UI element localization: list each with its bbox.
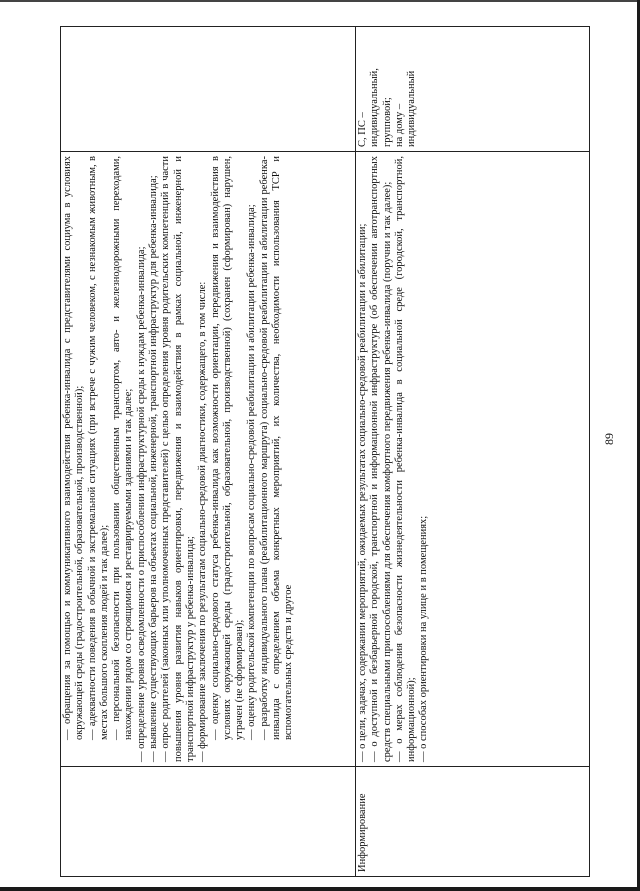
form-line: индивидуальный, [369, 68, 381, 147]
cell-form-empty [61, 27, 356, 152]
list-item: — формирование заключения по результатам социально-средовой диагностики, содержащего, в том числе: [197, 281, 209, 762]
scan-edge-top [0, 0, 640, 2]
cell-diagnostics-content [61, 152, 356, 767]
list-item: — оценку родительской компетенции по вопросам социально-средовой реабилитации и абилитации ребенка-инвалида; [246, 204, 258, 740]
list-item: — выявление существующих барьеров на объектах социальной, инженерной, транспортной инфраструктур для ребенка-инвалида; [148, 175, 160, 762]
form-line: индивидуальный [406, 70, 418, 147]
list-item: — обращения за помощью и коммуникативного взаимодействия ребенка-инвалида с представителями социума в условиях окружающей среды (градостроительной, образовательной, производственной); [62, 156, 86, 740]
form-line: групповой; [381, 97, 393, 147]
cell-service-name: Информирование [356, 767, 590, 877]
page-number: 89 [602, 433, 616, 445]
table-row-diagnostics [61, 27, 356, 877]
list-item: — адекватности поведения в обычной и экстремальной ситуациях (при встрече с чужим человеком, с незнакомым животным, в местах большого скопления людей и так далее); [86, 156, 110, 740]
table-row-informing [356, 27, 590, 877]
scan-edge-bottom [0, 887, 640, 891]
list-item: — о цели, задачах, содержании мероприятий, ожидаемых результатах социально-средовой реабилитации и абилитации; [357, 223, 368, 762]
list-item: — определение уровня осведомленности о приспособлении инфраструктурной среды к нуждам ребенка-инвалида; [135, 246, 147, 762]
rotated-content [60, 19, 620, 877]
list-item: — о мерах соблюдения безопасности жизнедеятельности ребенка-инвалида в социальной среде (городской, транспортной, информационной); [393, 156, 418, 762]
form-line: С, ПС – [357, 112, 368, 147]
cell-form-of-service [356, 27, 590, 152]
list-item: — о способах ориентировки на улице и в помещениях; [418, 515, 430, 762]
list-item: — опрос родителей (законных или уполномоченных представителей) с целью определения уровня родительских компетенций в части повышения уровня развития навыков ориентировки, передвижения и взаимодействия в рамках социальной, инженерной и транспортной инфраструктур у ребенка-инвалида; [160, 156, 196, 762]
list-item: — разработку индивидуального плана (реабилитационного маршрута) социально-средовой реабилитации и абилитации ребенка-инвалида с определением объема конкретных мероприятий, их количества, необходимости использования ТСР и вспомогательных средств и другое [258, 156, 295, 740]
form-line: на дому – [393, 103, 405, 147]
cell-service-name-empty [61, 767, 356, 877]
list-item: — персональной безопасности при пользовании общественным транспортом, авто- и железнодорожными переходами, нахождении рядом со строящимися и реставрируемыми зданиями и так далее; [111, 156, 135, 740]
rehabilitation-table [60, 26, 590, 877]
list-item: — о доступной и безбарьерной городской, транспортной и информационной инфраструктуре (об обеспечении автотранспортных средств специальными приспособлениями для обеспечения комфортного передвижения ребенка-инвалида (поручни и так далее); [369, 156, 393, 762]
cell-informing-content [356, 152, 590, 767]
list-item: — оценку социально-средового статуса ребенка-инвалида как возможности ориентации, передвижения и взаимодействия в условиях окружающей среды (градостроительной, образовательной, производственной) (сохранен (сформирован) нарушен, утрачен (не сформирован); [209, 156, 246, 740]
